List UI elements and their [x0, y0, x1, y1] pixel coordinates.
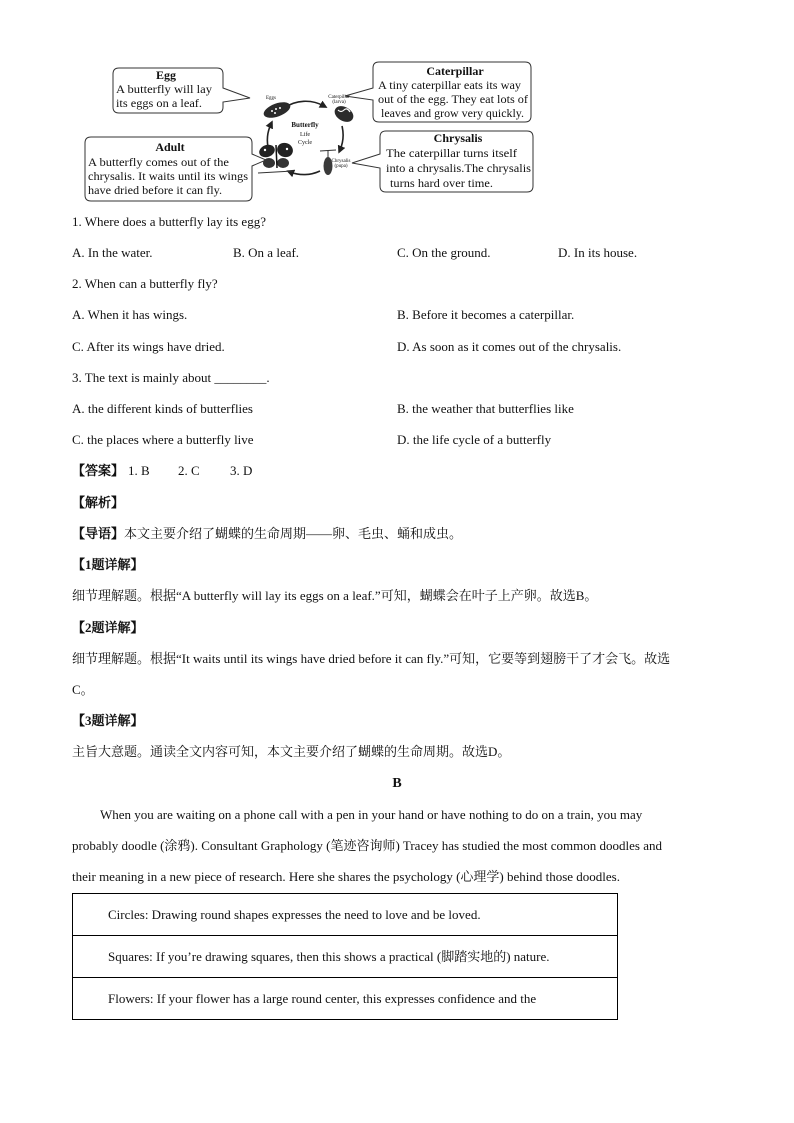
caterpillar-title: Caterpillar: [426, 64, 484, 78]
question-1-option-b: B. On a leaf.: [233, 245, 300, 260]
question-3-option-d: D. the life cycle of a butterfly: [397, 432, 552, 447]
adult-line: chrysalis. It waits until its wings: [88, 169, 249, 183]
caterpillar-icon: [332, 103, 356, 125]
detail-2-text: C。: [72, 682, 94, 697]
detail-3-heading: 【3题详解】: [72, 713, 144, 728]
butterfly-icon: [257, 141, 294, 173]
detail-3-text: 主旨大意题。通读全文内容可知，本文主要介绍了蝴蝶的生命周期。故选D。: [72, 744, 511, 759]
question-2-option-a: A. When it has wings.: [72, 307, 188, 322]
question-3-option-c: C. the places where a butterfly live: [72, 432, 254, 447]
answer-label: 【答案】: [72, 463, 125, 478]
table-row: Squares: If you’re drawing squares, then this shows a practical (脚踏实地的) nature.: [73, 935, 617, 977]
paragraph-line: their meaning in a new piece of research. Here she shares the psychology (心理学) behind those doodles.: [72, 869, 620, 884]
chrysalis-sub-label: (pupa): [334, 164, 348, 169]
chrysalis-line: into a chrysalis.The chrysalis: [386, 161, 532, 175]
caterpillar-sub-label: (larva): [332, 100, 346, 105]
egg-leaf-icon: [262, 99, 293, 121]
detail-1-text: 细节理解题。根据“A butterfly will lay its eggs on a leaf.”可知，蝴蝶会在叶子上产卵。故选B。: [72, 588, 598, 603]
cycle-subtitle: Cycle: [298, 140, 312, 146]
adult-line: have dried before it can fly.: [88, 183, 222, 197]
eggs-label: Eggs: [266, 96, 276, 101]
detail-1-heading: 【1题详解】: [72, 557, 144, 572]
analysis-label: 【解析】: [72, 495, 125, 510]
cycle-arrow: [340, 126, 343, 150]
question-2-option-d: D. As soon as it comes out of the chrysalis.: [397, 339, 622, 354]
question-2-option-c: C. After its wings have dried.: [72, 339, 225, 354]
question-3-option-a: A. the different kinds of butterflies: [72, 401, 253, 416]
doodle-table: [72, 893, 618, 1020]
intro-label: 【导语】: [72, 526, 125, 541]
caterpillar-line: out of the egg. They eat lots of: [378, 92, 529, 106]
caterpillar-label: Caterpillar: [328, 95, 350, 100]
table-row: Flowers: If your flower has a large round center, this expresses confidence and the: [73, 977, 617, 1019]
paragraph-line: When you are waiting on a phone call with a pen in your hand or have nothing to do on a train, you may: [100, 807, 643, 822]
caterpillar-line: leaves and grow very quickly.: [381, 106, 524, 120]
chrysalis-line: The caterpillar turns itself: [386, 146, 517, 160]
caterpillar-line: A tiny caterpillar eats its way: [378, 78, 521, 92]
question-1-stem: 1. Where does a butterfly lay its egg?: [72, 214, 266, 229]
cycle-arrow: [290, 171, 320, 175]
paragraph-line: probably doodle (涂鸦). Consultant Graphology (笔迹咨询师) Tracey has studied the most common doodles and: [72, 838, 662, 853]
cycle-arrow: [267, 124, 271, 147]
adult-title: Adult: [155, 140, 185, 154]
egg-line: A butterfly will lay: [116, 82, 212, 96]
intro-line: [72, 526, 462, 542]
egg-title: Egg: [155, 68, 177, 82]
intro-text: 本文主要介绍了蝴蝶的生命周期——卵、毛虫、蛹和成虫。: [124, 526, 463, 541]
question-1-option-c: C. On the ground.: [397, 245, 491, 260]
answer-item: 2. C: [178, 463, 200, 478]
table-row: Circles: Drawing round shapes expresses the need to love and be loved.: [108, 907, 481, 922]
section-heading: B: [392, 776, 402, 791]
question-3-stem: 3. The text is mainly about ________.: [72, 370, 270, 385]
butterfly-life-cycle-diagram: [0, 0, 794, 210]
cycle-subtitle: Life: [300, 132, 310, 138]
chrysalis-label: Chrysalis: [331, 159, 351, 164]
adult-line: A butterfly comes out of the: [88, 155, 229, 169]
question-1-option-d: D. In its house.: [558, 245, 638, 260]
detail-2-text: 细节理解题。根据“It waits until its wings have dried before it can fly.”可知，它要等到翅膀干了才会飞。故选: [72, 651, 671, 666]
chrysalis-line: turns hard over time.: [390, 176, 493, 190]
egg-line: its eggs on a leaf.: [116, 96, 202, 110]
question-1-option-a: A. In the water.: [72, 245, 153, 260]
detail-2-heading: 【2题详解】: [72, 620, 144, 635]
question-2-option-b: B. Before it becomes a caterpillar.: [397, 307, 575, 322]
answer-item: 1. B: [128, 463, 150, 478]
question-2-stem: 2. When can a butterfly fly?: [72, 276, 218, 291]
question-3-option-b: B. the weather that butterflies like: [397, 401, 574, 416]
chrysalis-title: Chrysalis: [433, 131, 483, 145]
cycle-title: Butterfly: [291, 121, 319, 129]
answer-item: 3. D: [230, 463, 253, 478]
